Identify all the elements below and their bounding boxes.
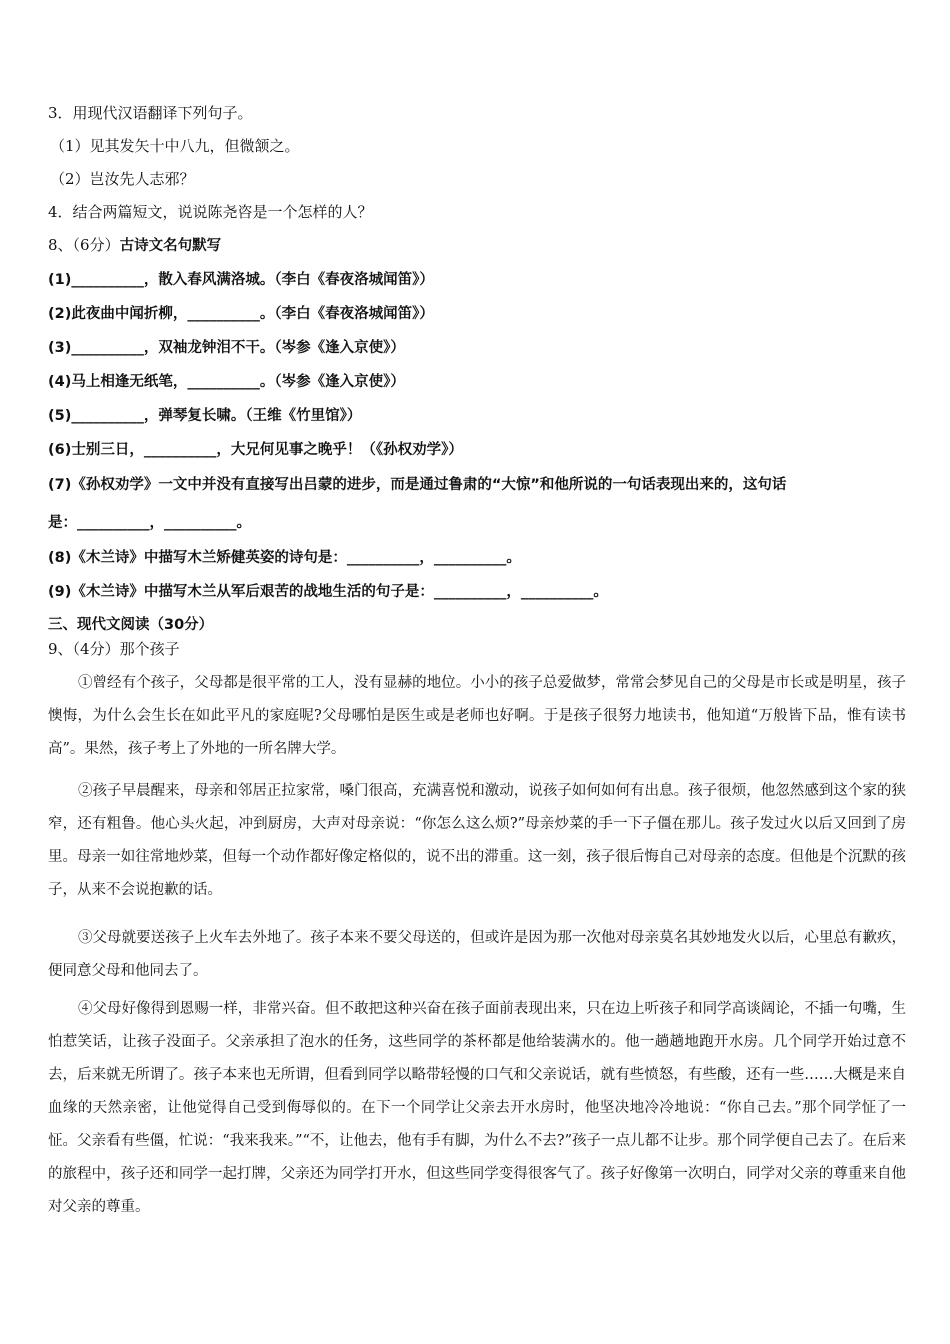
section8-item-6: (6)士别三日，__________，大兄何见事之晚乎！（《孙权劝学》） [48, 442, 463, 458]
section8-item-4: (4)马上相逢无纸笔，__________。（岑参《逢入京使》） [48, 374, 405, 390]
q4-heading: 4．结合两篇短文，说说陈尧咨是一个怎样的人？ [48, 203, 373, 221]
passage-paragraph-3: ③父母就要送孩子上火车去外地了。孩子本来不要父母送的，但或许是因为那一次他对母亲莫名其妙地发火以后，心里总有歉疚，便同意父母和他同去了。 [48, 930, 906, 979]
section8-item-7-cont: 是：__________，__________。 [48, 515, 251, 531]
q9-heading: 9、（4分）那个孩子 [48, 640, 180, 658]
section8-title: 古诗文名句默写 [119, 238, 222, 254]
section3-title: 三、现代文阅读（30分） [48, 617, 214, 633]
section8-item-7: (7)《孙权劝学》一文中并没有直接写出吕蒙的进步，而是通过鲁肃的“大惊”和他所说的一句话表现出来的，这句话 [48, 477, 787, 493]
section8-prefix: 8、（6分） [48, 236, 120, 254]
section8-item-8: (8)《木兰诗》中描写木兰矫健英姿的诗句是：__________，__________。 [48, 550, 521, 566]
section8-item-9: (9)《木兰诗》中描写木兰从军后艰苦的战地生活的句子是：__________，__________。 [48, 584, 608, 600]
section8-item-5: (5)__________，弹琴复长啸。（王维《竹里馆》） [48, 408, 362, 424]
passage-paragraph-4: ④父母好像得到恩赐一样，非常兴奋。但不敢把这种兴奋在孩子面前表现出来，只在边上听孩子和同学高谈阔论，不插一句嘴，生怕惹笑话，让孩子没面子。父亲承担了泡水的任务，这些同学的茶杯都是他给装满水的。他一趟趟地跑开水房。几个同学开始过意不去，后来就无所谓了。孩子本来也无所谓，但看到同学以略带轻慢的口气和父亲说话，就有些愤怒，有些酸，还有一些……大概是来自血缘的天然亲密，让他觉得自己受到侮辱似的。在下一个同学让父亲去开水房时，他坚决地冷冷地说：“你自己去。”那个同学怔了一怔。父亲看有些僵，忙说：“我来我来。”“不，让他去，他有手有脚，为什么不去?”孩子一点儿都不让步。那个同学便自己去了。在后来的旅程中，孩子还和同学一起打牌，父亲还为同学打开水，但这些同学变得很客气了。孩子好像第一次明白，同学对父亲的尊重来自他对父亲的尊重。 [48, 1001, 906, 1215]
q3-heading: 3．用现代汉语翻译下列句子。 [48, 104, 253, 122]
passage-paragraph-1: ①曾经有个孩子，父母都是很平常的工人，没有显赫的地位。小小的孩子总爱做梦，常常会梦见自己的父母是市长或是明星，孩子懊悔，为什么会生长在如此平凡的家庭呢?父母哪怕是医生或是老师也好啊。于是孩子很努力地读书，他知道“万般皆下品，惟有读书高”。果然，孩子考上了外地的一所名牌大学。 [48, 675, 906, 757]
q3-sentence-2: （2）岂汝先人志邪？ [50, 170, 195, 188]
q3-sentence-1: （1）见其发矢十中八九，但微颔之。 [50, 137, 300, 155]
section8-item-1: (1)__________，散入春风满洛城。（李白《春夜洛城闻笛》） [48, 272, 434, 288]
passage-paragraph-2: ②孩子早晨醒来，母亲和邻居正拉家常，嗓门很高，充满喜悦和激动，说孩子如何如何有出息。孩子很烦，他忽然感到这个家的狭窄，还有粗鲁。他心头火起，冲到厨房，大声对母亲说：“你怎么这么烦?”母亲炒菜的手一下子僵在那儿。孩子发过火以后又回到了房里。母亲一如往常地炒菜，但每一个动作都好像定格似的，说不出的滞重。这一刻，孩子很后悔自己对母亲的态度。但他是个沉默的孩子，从来不会说抱歉的话。 [48, 783, 906, 898]
section8-item-3: (3)__________，双袖龙钟泪不干。（岑参《逢入京使》） [48, 340, 405, 356]
section8-item-2: (2)此夜曲中闻折柳，__________。（李白《春夜洛城闻笛》） [48, 306, 434, 322]
section8-header [48, 234, 910, 257]
